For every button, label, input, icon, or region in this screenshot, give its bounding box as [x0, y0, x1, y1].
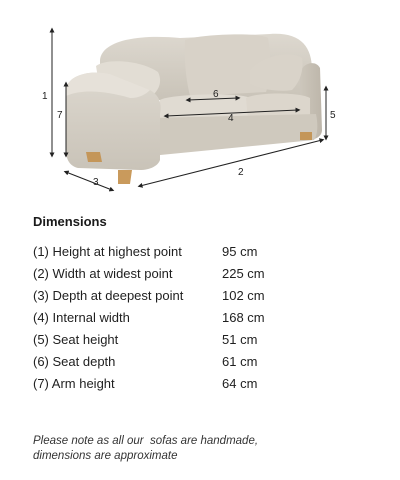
callout-1: 1: [42, 91, 48, 102]
callout-2: 2: [238, 167, 244, 178]
dimension-label: (7) Arm height: [33, 376, 115, 391]
dimension-row-height: [33, 244, 373, 266]
dimension-value: 102 cm: [222, 288, 265, 303]
dimension-label: (4) Internal width: [33, 310, 130, 325]
dimension-label: (5) Seat height: [33, 332, 119, 347]
callout-4: 4: [228, 113, 234, 124]
note-line-1: Please note as all our sofas are handmade,: [33, 435, 259, 447]
dimension-value: 168 cm: [222, 310, 265, 325]
dimension-label: (6) Seat depth: [33, 354, 116, 369]
dimension-label: (1) Height at highest point: [33, 244, 182, 259]
sofa-dimension-diagram: [0, 0, 400, 200]
dimension-value: 61 cm: [222, 354, 258, 369]
dimension-row-seat-depth: [33, 354, 373, 376]
dimensions-list: [33, 244, 373, 398]
dimension-value: 51 cm: [222, 332, 258, 347]
note-line-2: dimensions are approximate: [33, 450, 178, 462]
dimension-row-seat-height: [33, 332, 373, 354]
handmade-note: [33, 434, 373, 464]
dimension-row-depth: [33, 288, 373, 310]
dimensions-heading: Dimensions: [33, 214, 107, 229]
callout-5: 5: [330, 110, 336, 121]
dimension-row-arm-height: [33, 376, 373, 398]
dimension-value: 95 cm: [222, 244, 258, 259]
callout-3: 3: [93, 177, 99, 188]
dimension-label: (3) Depth at deepest point: [33, 288, 184, 303]
dimension-row-width: [33, 266, 373, 288]
dimension-value: 64 cm: [222, 376, 258, 391]
dimension-row-internal-width: [33, 310, 373, 332]
sofa-illustration: [66, 34, 322, 184]
dimension-value: 225 cm: [222, 266, 265, 281]
dimension-label: (2) Width at widest point: [33, 266, 173, 281]
callout-6: 6: [213, 89, 219, 100]
callout-7: 7: [57, 110, 63, 121]
